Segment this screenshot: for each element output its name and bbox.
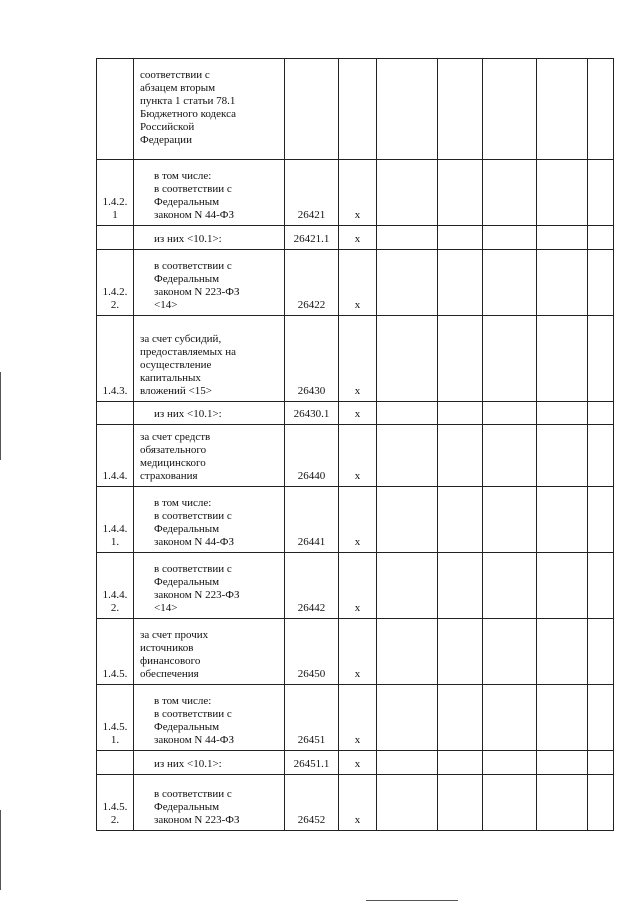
empty-cell [483, 316, 537, 402]
empty-cell [588, 402, 614, 425]
empty-cell [377, 685, 438, 751]
empty-cell [483, 619, 537, 685]
table-row [97, 685, 614, 751]
row-description: из них <10.1>: [134, 751, 285, 775]
row-code [285, 59, 339, 160]
row-x-mark: x [339, 685, 377, 751]
row-number: 1.4.3. [97, 316, 134, 402]
row-description: в соответствии с Федеральным законом N 223-ФЗ [134, 775, 285, 831]
row-code: 26441 [285, 487, 339, 553]
empty-cell [438, 402, 483, 425]
row-number [97, 59, 134, 160]
row-x-mark: x [339, 425, 377, 487]
empty-cell [588, 226, 614, 250]
empty-cell [588, 487, 614, 553]
row-x-mark: x [339, 402, 377, 425]
empty-cell [438, 160, 483, 226]
empty-cell [377, 402, 438, 425]
row-code: 26421.1 [285, 226, 339, 250]
empty-cell [438, 487, 483, 553]
empty-cell [588, 751, 614, 775]
empty-cell [483, 402, 537, 425]
row-number: 1.4.4. [97, 425, 134, 487]
empty-cell [588, 250, 614, 316]
empty-cell [537, 226, 588, 250]
empty-cell [483, 685, 537, 751]
empty-cell [588, 316, 614, 402]
empty-cell [438, 59, 483, 160]
row-code: 26450 [285, 619, 339, 685]
row-description: за счет субсидий, предоставляемых на осуществление капитальных вложений <15> [134, 316, 285, 402]
empty-cell [588, 59, 614, 160]
empty-cell [483, 226, 537, 250]
empty-cell [438, 685, 483, 751]
row-number [97, 226, 134, 250]
table-row [97, 316, 614, 402]
row-x-mark: x [339, 553, 377, 619]
empty-cell [377, 619, 438, 685]
empty-cell [483, 250, 537, 316]
row-number: 1.4.5. 1. [97, 685, 134, 751]
empty-cell [438, 226, 483, 250]
table-row [97, 619, 614, 685]
empty-cell [588, 160, 614, 226]
row-x-mark: x [339, 487, 377, 553]
row-code: 26452 [285, 775, 339, 831]
row-x-mark: x [339, 250, 377, 316]
row-description: в том числе: в соответствии с Федеральным законом N 44-ФЗ [134, 685, 285, 751]
row-code: 26451 [285, 685, 339, 751]
row-description: соответствии с абзацем вторым пункта 1 статьи 78.1 Бюджетного кодекса Российской Федерации [134, 59, 285, 160]
row-x-mark [339, 59, 377, 160]
empty-cell [377, 751, 438, 775]
empty-cell [483, 160, 537, 226]
empty-cell [588, 553, 614, 619]
table-row [97, 775, 614, 831]
row-number: 1.4.4. 1. [97, 487, 134, 553]
empty-cell [537, 487, 588, 553]
row-number: 1.4.2. 2. [97, 250, 134, 316]
row-number: 1.4.5. [97, 619, 134, 685]
empty-cell [377, 487, 438, 553]
table-row [97, 226, 614, 250]
empty-cell [483, 425, 537, 487]
empty-cell [483, 59, 537, 160]
table-row [97, 59, 614, 160]
row-code: 26422 [285, 250, 339, 316]
table-body [97, 59, 614, 831]
table-row [97, 553, 614, 619]
row-x-mark: x [339, 226, 377, 250]
empty-cell [438, 619, 483, 685]
row-description: за счет средств обязательного медицинского страхования [134, 425, 285, 487]
empty-cell [483, 751, 537, 775]
row-description: за счет прочих источников финансового обеспечения [134, 619, 285, 685]
table-row [97, 751, 614, 775]
empty-cell [483, 553, 537, 619]
empty-cell [537, 402, 588, 425]
empty-cell [377, 226, 438, 250]
empty-cell [588, 685, 614, 751]
empty-cell [537, 160, 588, 226]
empty-cell [483, 487, 537, 553]
empty-cell [537, 316, 588, 402]
empty-cell [377, 316, 438, 402]
empty-cell [537, 250, 588, 316]
budget-table [96, 58, 614, 831]
row-code: 26430 [285, 316, 339, 402]
table-row [97, 160, 614, 226]
row-description: в соответствии с Федеральным законом N 223-ФЗ <14> [134, 553, 285, 619]
table-row [97, 250, 614, 316]
row-code: 26421 [285, 160, 339, 226]
empty-cell [377, 250, 438, 316]
row-x-mark: x [339, 775, 377, 831]
row-description: в том числе: в соответствии с Федеральным законом N 44-ФЗ [134, 487, 285, 553]
empty-cell [537, 619, 588, 685]
row-number [97, 751, 134, 775]
empty-cell [438, 425, 483, 487]
empty-cell [537, 59, 588, 160]
scan-line-bottom [366, 900, 458, 901]
table-row [97, 425, 614, 487]
empty-cell [377, 59, 438, 160]
row-x-mark: x [339, 619, 377, 685]
empty-cell [537, 425, 588, 487]
empty-cell [588, 619, 614, 685]
empty-cell [588, 775, 614, 831]
empty-cell [537, 751, 588, 775]
empty-cell [377, 425, 438, 487]
row-x-mark: x [339, 316, 377, 402]
table-row [97, 402, 614, 425]
row-code: 26442 [285, 553, 339, 619]
empty-cell [537, 553, 588, 619]
row-number: 1.4.4. 2. [97, 553, 134, 619]
empty-cell [438, 775, 483, 831]
empty-cell [588, 425, 614, 487]
empty-cell [537, 685, 588, 751]
row-description: в соответствии с Федеральным законом N 223-ФЗ <14> [134, 250, 285, 316]
row-code: 26440 [285, 425, 339, 487]
empty-cell [377, 553, 438, 619]
empty-cell [377, 775, 438, 831]
empty-cell [438, 553, 483, 619]
row-number: 1.4.2. 1 [97, 160, 134, 226]
empty-cell [537, 775, 588, 831]
scan-line-left [0, 372, 1, 460]
row-description: из них <10.1>: [134, 226, 285, 250]
row-number [97, 402, 134, 425]
empty-cell [438, 316, 483, 402]
empty-cell [377, 160, 438, 226]
row-x-mark: x [339, 751, 377, 775]
row-code: 26430.1 [285, 402, 339, 425]
row-number: 1.4.5. 2. [97, 775, 134, 831]
empty-cell [483, 775, 537, 831]
scan-line-left-2 [0, 810, 1, 890]
row-x-mark: x [339, 160, 377, 226]
row-description: из них <10.1>: [134, 402, 285, 425]
empty-cell [438, 751, 483, 775]
empty-cell [438, 250, 483, 316]
row-description: в том числе: в соответствии с Федеральным законом N 44-ФЗ [134, 160, 285, 226]
row-code: 26451.1 [285, 751, 339, 775]
table-row [97, 487, 614, 553]
